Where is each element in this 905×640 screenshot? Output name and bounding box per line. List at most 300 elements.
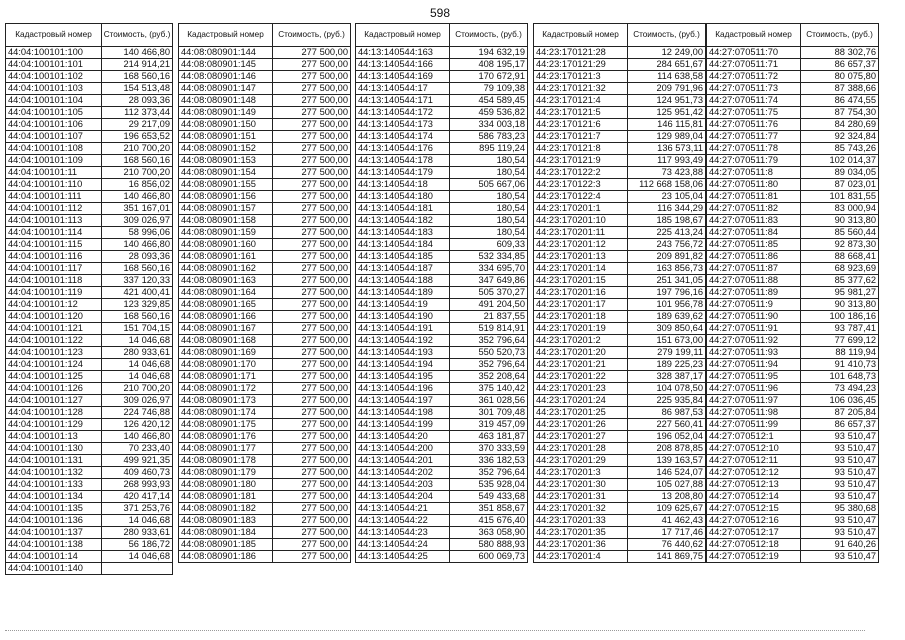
cost-cell: 14 046,68 [102, 515, 173, 527]
cost-cell: 93 510,47 [801, 431, 879, 443]
cadastral-number-cell: 44:04:100101:138 [6, 539, 102, 551]
cadastral-number-cell: 44:08:080901:171 [179, 371, 273, 383]
table-row [707, 107, 879, 119]
table-row [707, 443, 879, 455]
table-row [534, 551, 706, 563]
table-row [356, 119, 528, 131]
cadastral-number-cell: 44:08:080901:163 [179, 275, 273, 287]
cost-cell: 214 914,21 [102, 59, 173, 71]
cost-cell: 277 500,00 [273, 119, 351, 131]
cost-cell: 87 023,01 [801, 179, 879, 191]
cost-cell: 277 500,00 [273, 83, 351, 95]
table-row [356, 143, 528, 155]
cost-cell [102, 563, 173, 575]
cadastral-number-cell: 44:04:100101:137 [6, 527, 102, 539]
cadastral-number-cell: 44:13:140544:179 [356, 167, 450, 179]
cadastral-number-cell: 44:13:140544:183 [356, 227, 450, 239]
table-row [707, 551, 879, 563]
cost-cell: 101 648,73 [801, 371, 879, 383]
table-row [356, 155, 528, 167]
cadastral-number-cell: 44:27:070511:86 [707, 251, 801, 263]
cost-cell: 535 928,04 [450, 479, 528, 491]
table-row [356, 239, 528, 251]
table-row [6, 527, 173, 539]
cost-cell: 277 500,00 [273, 227, 351, 239]
cadastral-number-cell: 44:13:140544:200 [356, 443, 450, 455]
cadastral-number-cell: 44:04:100101:112 [6, 203, 102, 215]
table-row [707, 467, 879, 479]
cost-cell: 328 387,17 [628, 371, 706, 383]
cadastral-number-cell: 44:08:080901:145 [179, 59, 273, 71]
table-row [534, 455, 706, 467]
table-row [179, 539, 351, 551]
table-row [356, 95, 528, 107]
cadastral-number-cell: 44:23:170121:6 [534, 119, 628, 131]
cost-cell: 93 787,41 [801, 323, 879, 335]
cost-cell: 277 500,00 [273, 191, 351, 203]
table-row [534, 431, 706, 443]
cost-cell: 277 500,00 [273, 287, 351, 299]
cost-cell: 336 182,53 [450, 455, 528, 467]
table-row [179, 287, 351, 299]
table-row [179, 179, 351, 191]
cadastral-table-4 [533, 23, 706, 563]
cadastral-number-cell: 44:04:100101:110 [6, 179, 102, 191]
cadastral-number-cell: 44:23:170201:25 [534, 407, 628, 419]
table-row [179, 467, 351, 479]
cost-cell: 277 500,00 [273, 359, 351, 371]
table-row [534, 479, 706, 491]
cadastral-number-cell: 44:13:140544:189 [356, 287, 450, 299]
table-row [356, 227, 528, 239]
cost-cell: 277 500,00 [273, 479, 351, 491]
table-row [179, 131, 351, 143]
cadastral-number-cell: 44:27:070511:72 [707, 71, 801, 83]
table-row [356, 287, 528, 299]
table-row [6, 311, 173, 323]
cadastral-table-1 [5, 23, 173, 575]
table-row [6, 263, 173, 275]
table-row [534, 527, 706, 539]
table-row [534, 131, 706, 143]
table-row [6, 83, 173, 95]
cost-cell: 86 474,55 [801, 95, 879, 107]
table-row [534, 167, 706, 179]
table-row [707, 419, 879, 431]
table-row [534, 71, 706, 83]
cost-cell: 88 668,41 [801, 251, 879, 263]
table-header-row [707, 24, 879, 47]
cadastral-number-cell: 44:23:170201:31 [534, 491, 628, 503]
header-cost: Стоимость, (руб.) [801, 24, 879, 47]
table-row [356, 323, 528, 335]
cost-cell: 370 333,59 [450, 443, 528, 455]
cost-cell: 58 996,06 [102, 227, 173, 239]
table-row [534, 407, 706, 419]
cadastral-number-cell: 44:08:080901:181 [179, 491, 273, 503]
cost-cell: 141 869,75 [628, 551, 706, 563]
table-row [356, 347, 528, 359]
table-row [707, 251, 879, 263]
table-row [707, 95, 879, 107]
cost-cell: 93 510,47 [801, 467, 879, 479]
table-row [534, 155, 706, 167]
cost-cell: 112 668 158,06 [628, 179, 706, 191]
table-row [707, 395, 879, 407]
cost-cell: 409 460,73 [102, 467, 173, 479]
table-row [179, 275, 351, 287]
cadastral-number-cell: 44:13:140544:21 [356, 503, 450, 515]
cadastral-number-cell: 44:08:080901:186 [179, 551, 273, 563]
cadastral-number-cell: 44:23:170121:8 [534, 143, 628, 155]
table-row [707, 227, 879, 239]
table-row [179, 47, 351, 59]
table-row [179, 443, 351, 455]
cost-cell: 225 935,84 [628, 395, 706, 407]
cadastral-number-cell: 44:27:070511:91 [707, 323, 801, 335]
table-row [707, 455, 879, 467]
table-row [356, 203, 528, 215]
cost-cell: 79 109,38 [450, 83, 528, 95]
cost-cell: 352 796,64 [450, 335, 528, 347]
cost-cell: 208 878,85 [628, 443, 706, 455]
table-row [534, 47, 706, 59]
table-row [179, 551, 351, 563]
cost-cell: 102 014,37 [801, 155, 879, 167]
cost-cell: 224 746,88 [102, 407, 173, 419]
cadastral-number-cell: 44:13:140544:173 [356, 119, 450, 131]
cost-cell: 88 119,94 [801, 347, 879, 359]
cost-cell: 14 046,68 [102, 551, 173, 563]
cost-cell: 361 028,56 [450, 395, 528, 407]
cost-cell: 56 186,72 [102, 539, 173, 551]
cadastral-number-cell: 44:13:140544:178 [356, 155, 450, 167]
cost-cell: 209 791,96 [628, 83, 706, 95]
cadastral-number-cell: 44:04:100101:108 [6, 143, 102, 155]
cadastral-number-cell: 44:04:100101:130 [6, 443, 102, 455]
cadastral-number-cell: 44:23:170121:9 [534, 155, 628, 167]
cadastral-number-cell: 44:27:070511:99 [707, 419, 801, 431]
table-row [356, 515, 528, 527]
cadastral-number-cell: 44:04:100101:131 [6, 455, 102, 467]
cost-cell: 351 167,01 [102, 203, 173, 215]
cost-cell: 180,54 [450, 191, 528, 203]
cadastral-number-cell: 44:08:080901:155 [179, 179, 273, 191]
cost-cell: 117 993,49 [628, 155, 706, 167]
table-row [356, 59, 528, 71]
cost-cell: 168 560,16 [102, 311, 173, 323]
table-row [6, 479, 173, 491]
cost-cell: 29 217,09 [102, 119, 173, 131]
cadastral-number-cell: 44:08:080901:150 [179, 119, 273, 131]
cost-cell: 243 756,72 [628, 239, 706, 251]
cost-cell: 14 046,68 [102, 359, 173, 371]
table-row [707, 179, 879, 191]
cadastral-number-cell: 44:23:170201:2 [534, 335, 628, 347]
table-row [707, 479, 879, 491]
cadastral-number-cell: 44:04:100101:105 [6, 107, 102, 119]
cadastral-number-cell: 44:23:170201:35 [534, 527, 628, 539]
table-row [534, 83, 706, 95]
cost-cell: 89 034,05 [801, 167, 879, 179]
table-row [6, 251, 173, 263]
table-row [356, 83, 528, 95]
cadastral-number-cell: 44:23:170201:33 [534, 515, 628, 527]
cadastral-number-cell: 44:27:070512:16 [707, 515, 801, 527]
table-row [356, 335, 528, 347]
cadastral-number-cell: 44:27:070511:94 [707, 359, 801, 371]
cost-cell: 80 075,80 [801, 71, 879, 83]
cadastral-number-cell: 44:23:170201:21 [534, 359, 628, 371]
cost-cell: 180,54 [450, 155, 528, 167]
cost-cell: 352 208,64 [450, 371, 528, 383]
table-row [179, 155, 351, 167]
cost-cell: 549 433,68 [450, 491, 528, 503]
table-row [707, 287, 879, 299]
table-row [534, 191, 706, 203]
cost-cell: 347 649,86 [450, 275, 528, 287]
cost-cell: 139 163,57 [628, 455, 706, 467]
table-row [179, 119, 351, 131]
table-row [534, 443, 706, 455]
cadastral-number-cell: 44:08:080901:169 [179, 347, 273, 359]
cadastral-number-cell: 44:23:170201:11 [534, 227, 628, 239]
cadastral-number-cell: 44:08:080901:178 [179, 455, 273, 467]
table-row [356, 527, 528, 539]
cost-cell: 151 704,15 [102, 323, 173, 335]
cadastral-number-cell: 44:13:140544:201 [356, 455, 450, 467]
cost-cell: 93 510,47 [801, 491, 879, 503]
cadastral-number-cell: 44:27:070511:87 [707, 263, 801, 275]
cost-cell: 210 700,20 [102, 143, 173, 155]
cadastral-number-cell: 44:23:170201:30 [534, 479, 628, 491]
cadastral-number-cell: 44:23:170201:26 [534, 419, 628, 431]
table-header-row [179, 24, 351, 47]
cadastral-number-cell: 44:04:100101:134 [6, 491, 102, 503]
table-row [356, 539, 528, 551]
cost-cell: 68 923,69 [801, 263, 879, 275]
cost-cell: 125 951,42 [628, 107, 706, 119]
cost-cell: 277 500,00 [273, 131, 351, 143]
cadastral-number-cell: 44:13:140544:24 [356, 539, 450, 551]
cost-cell: 90 313,80 [801, 299, 879, 311]
cost-cell: 87 205,84 [801, 407, 879, 419]
cost-cell: 277 500,00 [273, 47, 351, 59]
cadastral-number-cell: 44:08:080901:182 [179, 503, 273, 515]
cadastral-number-cell: 44:23:170121:29 [534, 59, 628, 71]
cadastral-number-cell: 44:08:080901:164 [179, 287, 273, 299]
table-row [356, 443, 528, 455]
cost-cell: 277 500,00 [273, 95, 351, 107]
table-row [179, 107, 351, 119]
cost-cell: 123 329,85 [102, 299, 173, 311]
cadastral-number-cell: 44:13:140544:25 [356, 551, 450, 563]
cost-cell: 277 500,00 [273, 515, 351, 527]
cost-cell: 277 500,00 [273, 347, 351, 359]
cadastral-number-cell: 44:23:170201:19 [534, 323, 628, 335]
cost-cell: 17 717,46 [628, 527, 706, 539]
cadastral-number-cell: 44:27:070511:97 [707, 395, 801, 407]
cost-cell: 85 560,44 [801, 227, 879, 239]
table-row [6, 167, 173, 179]
cadastral-number-cell: 44:27:070511:98 [707, 407, 801, 419]
table-row [707, 311, 879, 323]
cost-cell: 895 119,24 [450, 143, 528, 155]
cost-cell: 277 500,00 [273, 383, 351, 395]
cadastral-number-cell: 44:13:140544:20 [356, 431, 450, 443]
table-row [356, 167, 528, 179]
cost-cell: 92 324,84 [801, 131, 879, 143]
cost-cell: 505 667,06 [450, 179, 528, 191]
cadastral-number-cell: 44:08:080901:146 [179, 71, 273, 83]
table-row [534, 59, 706, 71]
cost-cell: 277 500,00 [273, 215, 351, 227]
table-row [6, 551, 173, 563]
cost-cell: 268 993,93 [102, 479, 173, 491]
table-row [179, 143, 351, 155]
cost-cell: 363 058,90 [450, 527, 528, 539]
cost-cell: 277 500,00 [273, 239, 351, 251]
table-row [356, 503, 528, 515]
cost-cell: 87 388,66 [801, 83, 879, 95]
cadastral-number-cell: 44:23:170121:28 [534, 47, 628, 59]
cadastral-number-cell: 44:23:170121:32 [534, 83, 628, 95]
cadastral-number-cell: 44:27:070511:88 [707, 275, 801, 287]
cost-cell: 277 500,00 [273, 59, 351, 71]
cost-cell: 92 873,30 [801, 239, 879, 251]
table-row [356, 251, 528, 263]
table-row [6, 359, 173, 371]
cost-cell: 140 466,80 [102, 47, 173, 59]
cost-cell: 13 208,80 [628, 491, 706, 503]
cost-cell: 86 657,37 [801, 59, 879, 71]
table-header-row [356, 24, 528, 47]
table-row [179, 191, 351, 203]
cadastral-number-cell: 44:13:140544:192 [356, 335, 450, 347]
header-cadastral-number: Кадастровый номер [356, 24, 450, 47]
cost-cell: 491 204,50 [450, 299, 528, 311]
cadastral-number-cell: 44:04:100101:126 [6, 383, 102, 395]
cadastral-number-cell: 44:23:170121:4 [534, 95, 628, 107]
cadastral-number-cell: 44:04:100101:101 [6, 59, 102, 71]
table-row [707, 323, 879, 335]
table-row [707, 71, 879, 83]
cadastral-number-cell: 44:13:140544:191 [356, 323, 450, 335]
cadastral-number-cell: 44:13:140544:199 [356, 419, 450, 431]
cadastral-number-cell: 44:27:070511:96 [707, 383, 801, 395]
cadastral-number-cell: 44:13:140544:171 [356, 95, 450, 107]
cadastral-number-cell: 44:13:140544:203 [356, 479, 450, 491]
cadastral-number-cell: 44:08:080901:149 [179, 107, 273, 119]
cost-cell: 580 888,93 [450, 539, 528, 551]
table-row [6, 287, 173, 299]
cadastral-number-cell: 44:23:170201:1 [534, 203, 628, 215]
cadastral-number-cell: 44:04:100101:122 [6, 335, 102, 347]
cost-cell: 140 466,80 [102, 431, 173, 443]
footer-dotted-rule [5, 630, 865, 631]
cost-cell: 90 313,80 [801, 215, 879, 227]
cadastral-number-cell: 44:27:070511:80 [707, 179, 801, 191]
table-row [6, 299, 173, 311]
cadastral-number-cell: 44:04:100101:111 [6, 191, 102, 203]
table-row [356, 371, 528, 383]
cost-cell: 136 573,11 [628, 143, 706, 155]
cost-cell: 189 225,23 [628, 359, 706, 371]
cost-cell: 95 380,68 [801, 503, 879, 515]
cost-cell: 91 410,73 [801, 359, 879, 371]
cost-cell: 280 933,61 [102, 347, 173, 359]
table-row [179, 515, 351, 527]
cadastral-number-cell: 44:13:140544:204 [356, 491, 450, 503]
cost-cell: 210 700,20 [102, 167, 173, 179]
cadastral-number-cell: 44:23:170122:3 [534, 179, 628, 191]
cadastral-number-cell: 44:13:140544:176 [356, 143, 450, 155]
table-row [534, 515, 706, 527]
table-row [6, 503, 173, 515]
cadastral-number-cell: 44:08:080901:184 [179, 527, 273, 539]
table-row [356, 275, 528, 287]
cost-cell: 14 046,68 [102, 335, 173, 347]
table-row [356, 395, 528, 407]
cost-cell: 146 524,07 [628, 467, 706, 479]
table-row [6, 155, 173, 167]
cost-cell: 85 743,26 [801, 143, 879, 155]
table-row [534, 539, 706, 551]
table-row [179, 239, 351, 251]
cost-cell: 146 115,81 [628, 119, 706, 131]
cost-cell: 194 632,19 [450, 47, 528, 59]
cadastral-number-cell: 44:08:080901:177 [179, 443, 273, 455]
table-row [6, 47, 173, 59]
table-row [356, 407, 528, 419]
cadastral-number-cell: 44:04:100101:118 [6, 275, 102, 287]
table-row [6, 407, 173, 419]
cadastral-number-cell: 44:08:080901:152 [179, 143, 273, 155]
cost-cell: 88 302,76 [801, 47, 879, 59]
cadastral-number-cell: 44:23:170201:4 [534, 551, 628, 563]
table-row [179, 455, 351, 467]
header-cadastral-number: Кадастровый номер [6, 24, 102, 47]
cadastral-number-cell: 44:27:070512:14 [707, 491, 801, 503]
cadastral-number-cell: 44:23:170201:24 [534, 395, 628, 407]
cadastral-table-3 [355, 23, 528, 563]
cost-cell: 154 513,48 [102, 83, 173, 95]
cadastral-number-cell: 44:04:100101:119 [6, 287, 102, 299]
table-row [534, 227, 706, 239]
cost-cell: 352 796,64 [450, 359, 528, 371]
cost-cell: 277 500,00 [273, 311, 351, 323]
cost-cell: 140 466,80 [102, 239, 173, 251]
table-row [534, 395, 706, 407]
table-row [707, 203, 879, 215]
cadastral-number-cell: 44:08:080901:160 [179, 239, 273, 251]
cost-cell: 196 653,52 [102, 131, 173, 143]
cadastral-number-cell: 44:08:080901:185 [179, 539, 273, 551]
cost-cell: 87 754,30 [801, 107, 879, 119]
cadastral-number-cell: 44:13:140544:195 [356, 371, 450, 383]
cost-cell: 277 500,00 [273, 203, 351, 215]
cadastral-number-cell: 44:04:100101:120 [6, 311, 102, 323]
cost-cell: 334 695,70 [450, 263, 528, 275]
cadastral-number-cell: 44:23:170201:36 [534, 539, 628, 551]
table-row [707, 359, 879, 371]
cadastral-number-cell: 44:27:070511:93 [707, 347, 801, 359]
table-row [356, 299, 528, 311]
cadastral-number-cell: 44:23:170121:7 [534, 131, 628, 143]
table-row [707, 503, 879, 515]
cost-cell: 352 796,64 [450, 467, 528, 479]
cadastral-number-cell: 44:08:080901:172 [179, 383, 273, 395]
